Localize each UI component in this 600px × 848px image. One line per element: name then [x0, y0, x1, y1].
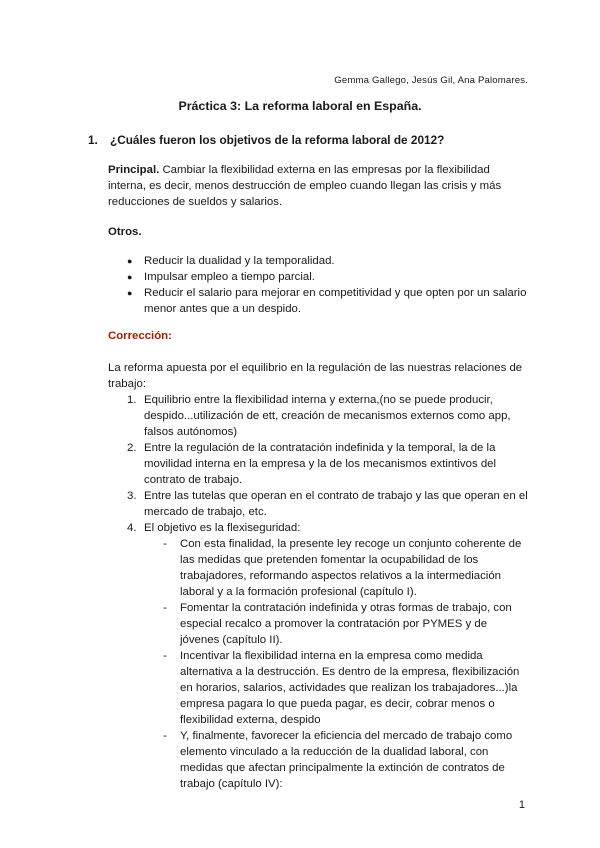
- list-item: - Y, finalmente, favorecer la eficiencia del mercado de trabajo como elemento vinculado a la reducción de la dualidad laboral, con medidas que afectan principalmente la extinción de contratos de trabajo (capítulo IV):: [163, 730, 513, 790]
- bullet-icon: ●: [127, 256, 133, 266]
- list-item: 3. Entre las tutelas que operan en el contrato de trabajo y las que operan en el mercado de trabajo, etc.: [127, 490, 528, 518]
- correccion-list: [108, 392, 528, 792]
- list-item: - Incentivar la flexibilidad interna en la empresa como medida alternativa a la destrucción. Es dentro de la empresa, flexibilización en horarios, salarios, actividades que realizan los trabajadores...)la empresa pagara lo que pueda pagar, es decir, cobrar menos o flexibilidad externa, despido: [163, 650, 520, 726]
- question-text: ¿Cuáles fueron los objetivos de la reforma laboral de 2012?: [110, 133, 445, 147]
- principal-label: Principal.: [108, 164, 160, 176]
- question-heading: [88, 132, 444, 148]
- page-title: Práctica 3: La reforma laboral en España.: [178, 99, 422, 113]
- list-item: ● Reducir la dualidad y la temporalidad.: [127, 255, 335, 267]
- correccion-heading: Corrección:: [108, 330, 172, 342]
- otros-label: Otros.: [108, 226, 142, 238]
- principal-paragraph: [108, 162, 528, 210]
- list-item: - Fomentar la contratación indefinida y otras formas de trabajo, con especial recalco a promover la contratación por PYMES y de jóvenes (capítulo II).: [163, 602, 512, 646]
- correccion-intro: La reforma apuesta por el equilibrio en la regulación de las nuestras relaciones de trabajo:: [108, 362, 523, 390]
- flexiseguridad-sublist: [108, 536, 528, 792]
- question-number: 1.: [88, 133, 98, 147]
- list-item: 1. Equilibrio entre la flexibilidad interna y externa,(no se puede producir, despido...utilización de ett, creación de mecanismos externos como app, falsos autónomos): [127, 394, 511, 438]
- page-number: 1: [518, 799, 525, 811]
- bullet-icon: ●: [127, 272, 133, 282]
- list-item: 2. Entre la regulación de la contratación indefinida y la temporal, la de la movilidad interna en la empresa y la de los mecanismos extintivos del contrato de trabajo.: [127, 442, 497, 486]
- otros-list: [108, 253, 528, 317]
- authors-line: Gemma Gallego, Jesús Gil, Ana Palomares.: [334, 75, 528, 86]
- list-item: - Con esta finalidad, la presente ley recoge un conjunto coherente de las medidas que pretenden fomentar la ocupabilidad de los trabajadores, reformando aspectos relativos a la intermediación laboral y a la formación profesional (capítulo I).: [163, 538, 522, 598]
- bullet-icon: ●: [127, 288, 133, 298]
- list-item: ● Impulsar empleo a tiempo parcial.: [127, 271, 315, 283]
- principal-text: Cambiar la flexibilidad externa en las empresas por la flexibilidad interna, es decir, menos destrucción de empleo cuando llegan las crisis y más reducciones de sueldos y salarios.: [108, 164, 502, 208]
- list-item: 4. El objetivo es la flexiseguridad:: [127, 522, 301, 534]
- list-item: ● Reducir el salario para mejorar en competitividad y que opten por un salario menor antes que a un despido.: [127, 287, 527, 315]
